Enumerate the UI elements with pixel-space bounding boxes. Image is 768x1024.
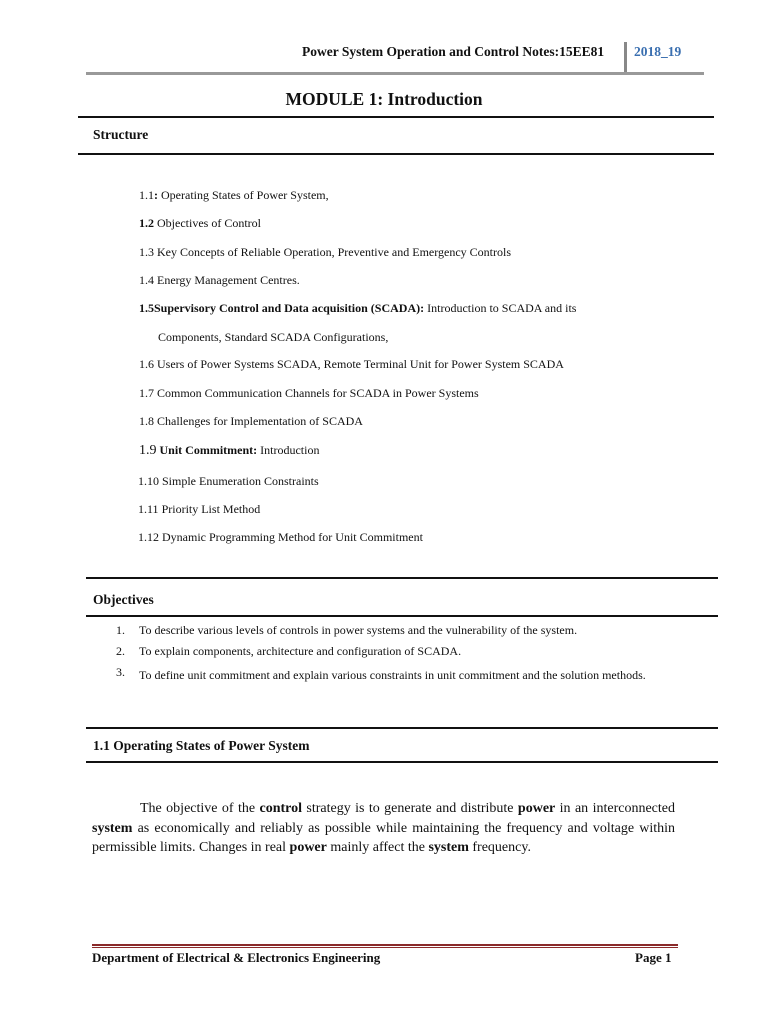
toc-num: 1.1 (139, 188, 154, 202)
para-bold: system (92, 820, 133, 836)
toc-text: Key Concepts of Reliable Operation, Preventive and Emergency Controls (154, 245, 512, 259)
toc-title: Supervisory Control and Data acquisition (SCADA): (154, 301, 425, 315)
toc-item (139, 443, 319, 459)
toc-text: Operating States of Power System, (158, 188, 329, 202)
toc-num: 1.9 (139, 443, 157, 458)
toc-item (138, 474, 319, 489)
divider (86, 577, 718, 579)
objectives-heading: Objectives (93, 592, 154, 607)
para-bold: control (259, 801, 302, 816)
para-bold: system (428, 840, 469, 855)
structure-heading: Structure (93, 127, 149, 142)
toc-item (139, 357, 564, 372)
section-1-1-heading: 1.1 Operating States of Power System (93, 738, 310, 753)
toc-item (139, 414, 363, 429)
toc-item (139, 188, 329, 203)
objective-num: 1. (116, 623, 125, 637)
toc-item (139, 245, 511, 260)
toc-num: 1.3 (139, 245, 154, 259)
para-text: as economically and reliably as possible while maintaining the frequency and voltage within permissible limits. Changes in real (92, 820, 675, 855)
header-title: Power System Operation and Control Notes:15EE81 (302, 44, 605, 59)
module-title: MODULE 1: Introduction (285, 89, 483, 109)
header-separator (624, 42, 627, 72)
toc-colon: : (154, 188, 158, 202)
para-bold: power (517, 801, 556, 816)
toc-num: 1.12 (138, 530, 159, 544)
objective-text: To define unit commitment and explain various constraints in unit commitment and the solution methods. (139, 668, 646, 682)
toc-item (138, 502, 260, 517)
toc-item (139, 386, 479, 401)
toc-text: Priority List Method (158, 502, 261, 516)
toc-text: Dynamic Programming Method for Unit Commitment (159, 530, 423, 544)
footer-rule (92, 944, 678, 946)
toc-num: 1.7 (139, 386, 154, 400)
toc-num: 1.10 (138, 474, 159, 488)
toc-text: Simple Enumeration Constraints (159, 474, 319, 488)
toc-num: 1.8 (139, 414, 154, 428)
toc-num: 1.5 (139, 301, 154, 315)
toc-num: 1.6 (139, 357, 154, 371)
toc-num: 1.11 (138, 502, 159, 516)
divider (78, 116, 714, 118)
para-text: The objective of the (140, 801, 260, 816)
toc-num: 1.2 (139, 216, 154, 230)
toc-item (139, 273, 300, 288)
objective-text: To explain components, architecture and configuration of SCADA. (139, 644, 462, 658)
para-bold: power (289, 840, 327, 855)
para-text: in an interconnected (555, 801, 675, 816)
footer-rule-thin (92, 947, 678, 948)
objective-num: 2. (116, 644, 125, 658)
toc-text: Users of Power Systems SCADA, Remote Terminal Unit for Power System SCADA (154, 357, 564, 371)
section-1-1-paragraph (92, 799, 675, 858)
toc-item-continuation (158, 330, 388, 345)
objective-text: To describe various levels of controls in power systems and the vulnerability of the system. (139, 623, 578, 637)
toc-text: Challenges for Implementation of SCADA (154, 414, 363, 428)
objective-num: 3. (116, 665, 125, 679)
toc-text: Introduction to SCADA and its (424, 301, 577, 315)
footer-page-number: Page 1 (635, 950, 672, 965)
toc-item (139, 216, 261, 231)
header-year: 2018_19 (634, 44, 682, 59)
divider (86, 761, 718, 763)
toc-item (139, 301, 576, 316)
toc-text: Components, Standard SCADA Configurations, (158, 330, 389, 344)
para-text: strategy is to generate and distribute (302, 801, 518, 816)
footer-department: Department of Electrical & Electronics Engineering (92, 950, 381, 965)
toc-text: Common Communication Channels for SCADA in Power Systems (154, 386, 479, 400)
divider (86, 615, 718, 617)
toc-text: Energy Management Centres. (154, 273, 300, 287)
toc-num: 1.4 (139, 273, 154, 287)
toc-text: Objectives of Control (154, 216, 261, 230)
divider (86, 727, 718, 729)
toc-item (138, 530, 423, 545)
para-text: frequency. (468, 840, 531, 855)
divider (78, 153, 714, 155)
toc-title: Unit Commitment: (156, 443, 258, 457)
header-rule (86, 72, 704, 75)
toc-text: Introduction (257, 443, 320, 457)
para-text: mainly affect the (326, 840, 429, 855)
